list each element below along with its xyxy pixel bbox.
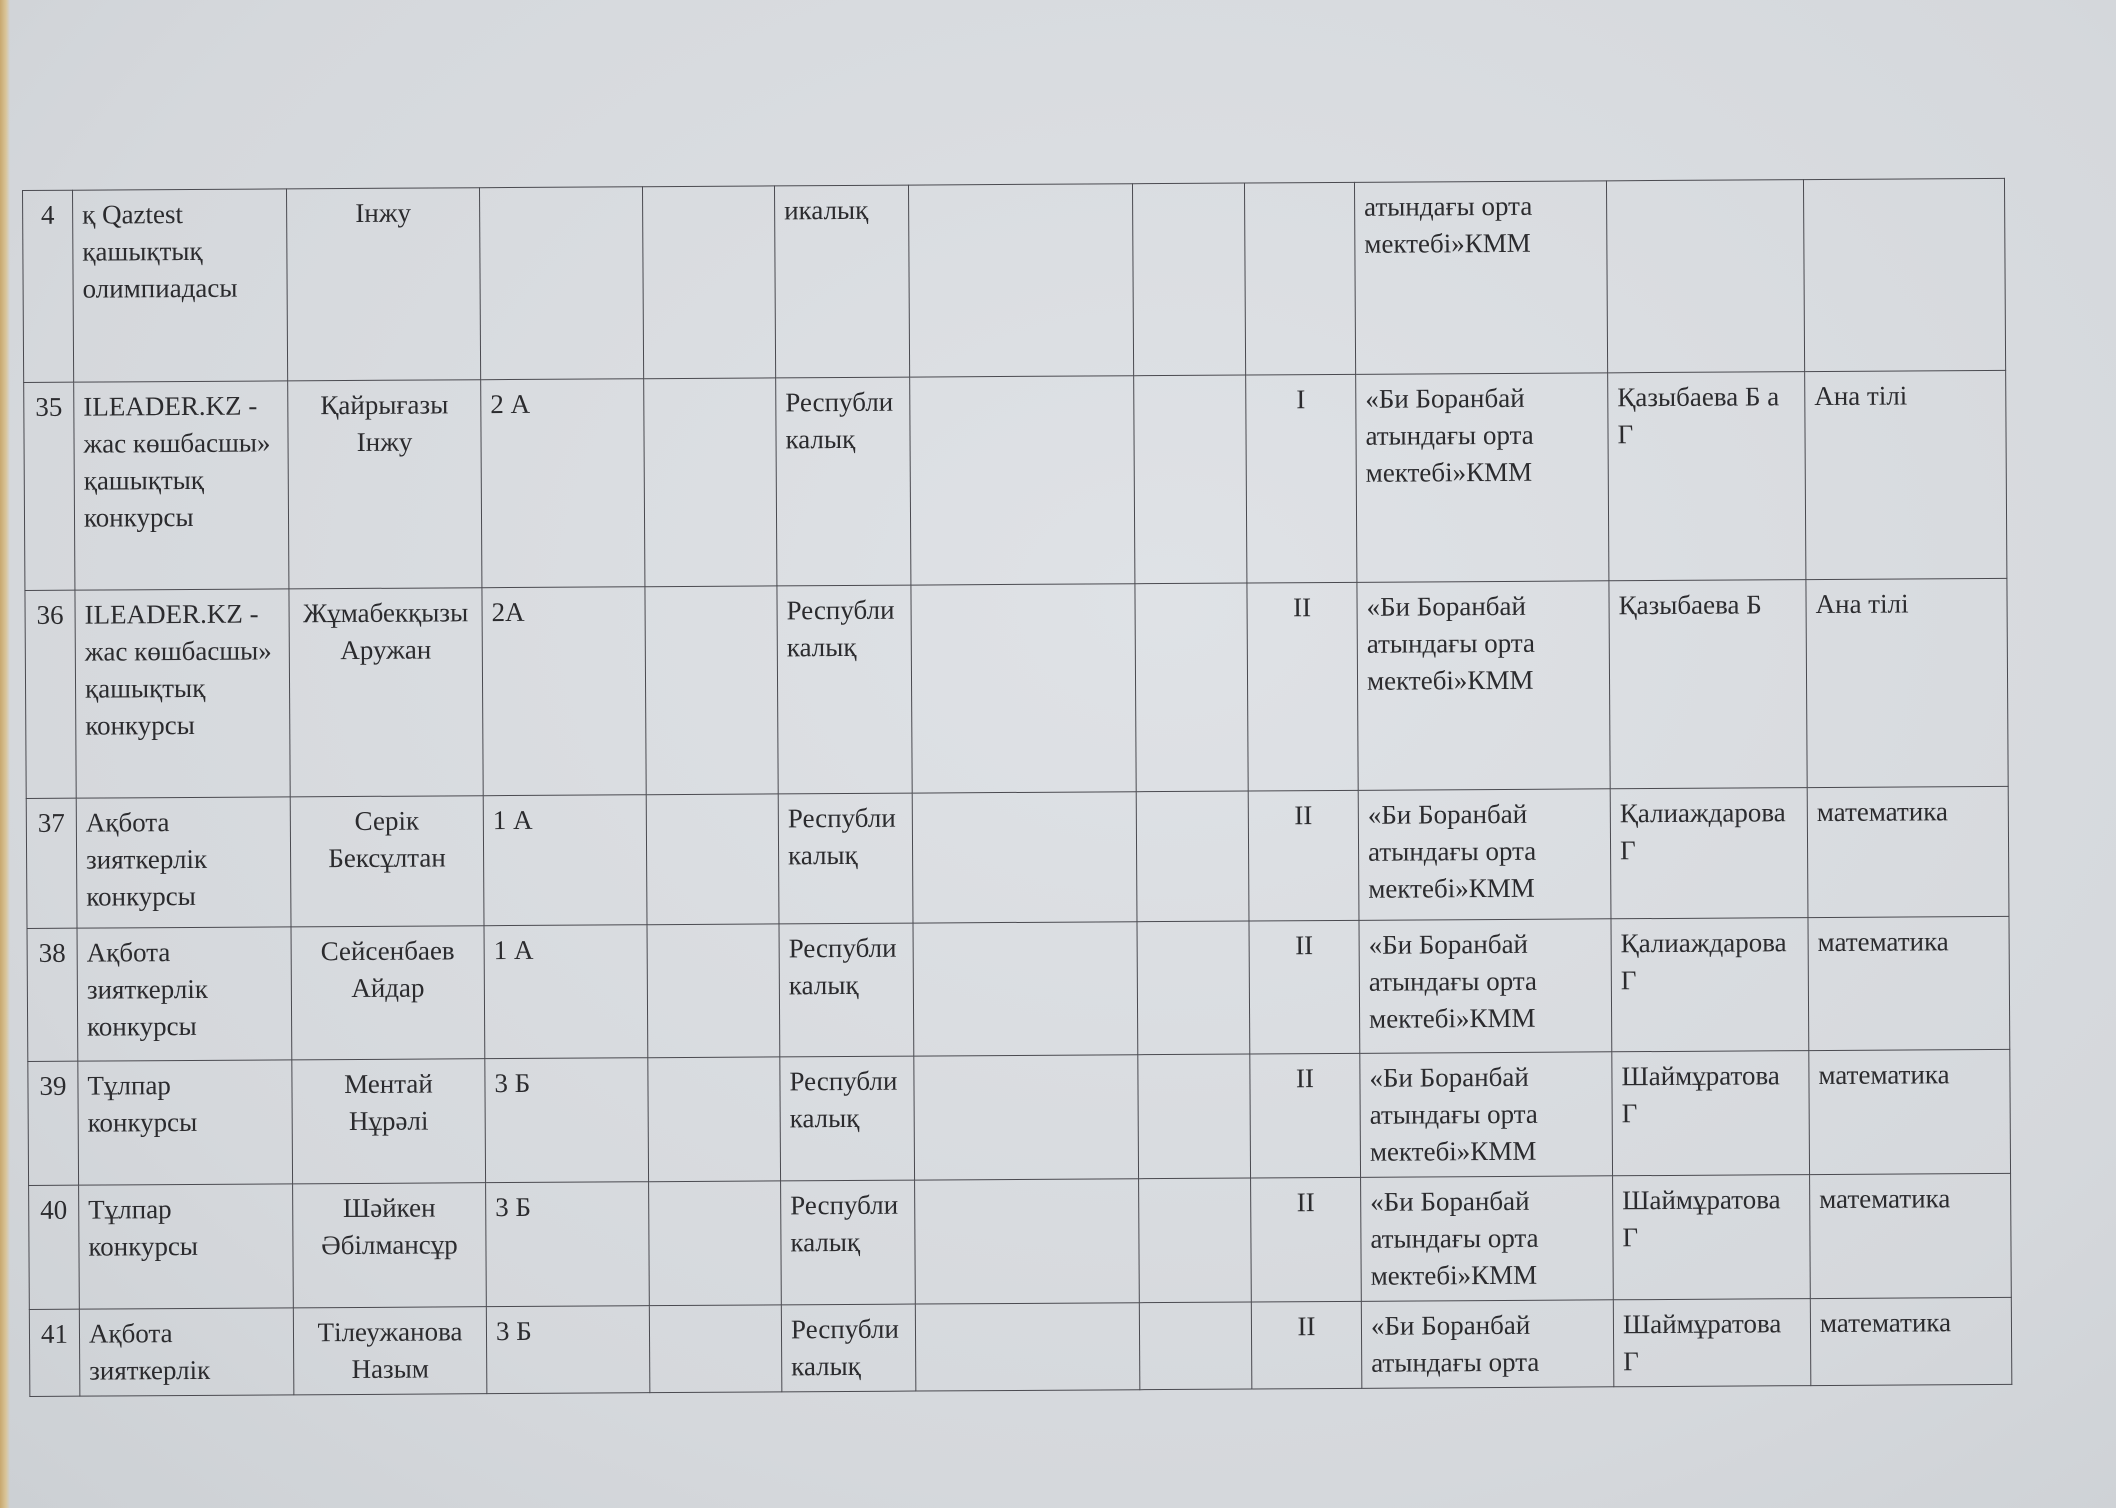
cell-school-name: атындағы орта мектебі»КММ [1354,181,1607,375]
table-row [23,178,2006,382]
cell-level: Республикалық [776,377,911,586]
cell-blank-cell [642,186,775,379]
cell-row-number: 37 [26,798,77,928]
cell-level: Республикалық [780,1056,915,1181]
cell-blank-cell [910,376,1135,585]
cell-blank-cell [647,924,780,1058]
cell-grade: 3 Б [486,1306,650,1394]
cell-contest-name: Тұлпар конкурсы [78,1060,293,1185]
cell-place: I [1246,374,1357,583]
cell-blank-cell [1136,791,1249,922]
cell-row-number: 35 [24,382,75,590]
cell-blank-cell [646,794,779,925]
cell-teacher-name: Қазыбаева Б а Г [1608,372,1806,581]
cell-level: Республикалық [781,1304,916,1392]
cell-subject: математика [1810,1297,2012,1385]
cell-blank-cell [914,1055,1139,1180]
cell-teacher-name [1606,180,1804,373]
cell-blank-cell [1135,583,1248,792]
cell-blank-cell [911,584,1136,793]
cell-student-name: Қайрығазы Інжу [288,380,482,589]
table-row [26,786,2009,928]
cell-grade: 2 А [481,379,645,588]
cell-row-number: 41 [29,1309,80,1396]
cell-student-name: Інжу [286,188,480,381]
cell-student-name: Серік Бексұлтан [290,796,484,927]
cell-subject: математика [1810,1173,2012,1298]
cell-place: II [1251,1177,1362,1302]
table-row [29,1173,2012,1309]
cell-school-name: «Би Боранбай атындағы орта мектебі»КММ [1357,581,1610,791]
cell-subject [1803,178,2005,371]
cell-subject: Ана тілі [1805,370,2007,579]
cell-grade: 2А [482,587,646,796]
cell-blank-cell [915,1303,1140,1391]
cell-blank-cell [908,184,1133,377]
cell-place [1244,182,1355,375]
cell-subject: Ана тілі [1806,578,2008,787]
cell-blank-cell [649,1305,782,1393]
cell-contest-name: Ақбота зияткерлік конкурсы [77,927,292,1061]
cell-subject: математика [1807,786,2009,917]
cell-school-name: «Би Боранбай атындағы орта [1361,1300,1614,1389]
table-row [27,916,2010,1061]
cell-student-name: Ментай Нұрәлі [292,1059,486,1184]
cell-level: икалық [774,185,909,378]
cell-blank-cell [645,586,778,795]
cell-student-name: Тілеужанова Назым [293,1307,487,1395]
awards-table-body [23,178,2012,1396]
cell-row-number: 39 [28,1061,79,1185]
cell-place: II [1251,1301,1362,1389]
table-row [28,1049,2011,1185]
cell-level: Республикалық [778,793,913,924]
cell-teacher-name: Шаймұратова Г [1612,1051,1810,1176]
cell-blank-cell [1139,1302,1252,1390]
cell-teacher-name: Шаймұратова Г [1613,1175,1811,1300]
cell-place: II [1249,920,1360,1054]
cell-blank-cell [915,1179,1140,1304]
cell-school-name: «Би Боранбай атындағы орта мектебі»КММ [1356,373,1609,583]
cell-teacher-name: Қазыбаева Б [1609,580,1807,789]
cell-teacher-name: Қалиаждарова Г [1610,788,1808,919]
cell-blank-cell [913,922,1138,1056]
cell-blank-cell [912,792,1137,923]
cell-contest-name: Ақбота зияткерлік конкурсы [76,797,291,928]
cell-row-number: 36 [25,590,76,798]
cell-blank-cell [1132,183,1245,376]
cell-student-name: Сейсенбаев Айдар [291,926,485,1060]
cell-student-name: Шәйкен Әбілмансұр [293,1183,487,1308]
cell-place: II [1248,790,1359,921]
cell-contest-name: ILEADER.KZ - жас көшбасшы» қашықтық конкурсы [74,381,289,590]
cell-grade [479,187,643,380]
cell-blank-cell [1138,1054,1251,1179]
cell-contest-name: қ Qaztest қашықтық олимпиадасы [73,189,288,382]
cell-school-name: «Би Боранбай атындағы орта мектебі»КММ [1361,1176,1614,1302]
cell-teacher-name: Шаймұратова Г [1613,1299,1811,1387]
cell-row-number: 38 [27,928,78,1061]
cell-row-number: 4 [23,190,74,382]
cell-place: II [1247,582,1358,791]
cell-contest-name: ILEADER.KZ - жас көшбасшы» қашықтық конкурсы [75,589,290,798]
cell-blank-cell [648,1057,781,1182]
cell-subject: математика [1809,1049,2011,1174]
cell-blank-cell [1137,921,1250,1055]
awards-table [22,178,2012,1397]
table-edge [0,0,10,1508]
cell-level: Республикалық [781,1180,916,1305]
cell-contest-name: Тұлпар конкурсы [79,1184,294,1309]
awards-table-wrapper [22,178,2011,1386]
cell-blank-cell [649,1181,782,1306]
cell-row-number: 40 [29,1185,80,1309]
cell-school-name: «Би Боранбай атындағы орта мектебі»КММ [1360,1052,1613,1178]
cell-student-name: Жұмабекқызы Аружан [289,588,483,797]
cell-teacher-name: Қалиаждарова Г [1611,918,1809,1052]
table-row [24,370,2007,590]
table-row [29,1297,2011,1396]
cell-subject: математика [1808,916,2010,1050]
cell-level: Республикалық [779,923,914,1057]
cell-blank-cell [644,378,777,587]
cell-grade: 1 А [483,795,647,926]
cell-grade: 1 А [484,925,648,1059]
table-row [25,578,2008,798]
cell-blank-cell [1134,375,1247,584]
cell-contest-name: Ақбота зияткерлік [79,1308,294,1396]
cell-grade: 3 Б [485,1058,649,1183]
cell-place: II [1250,1053,1361,1178]
cell-blank-cell [1139,1178,1252,1303]
cell-school-name: «Би Боранбай атындағы орта мектебі»КММ [1359,919,1612,1054]
cell-level: Республикалық [777,585,912,794]
cell-grade: 3 Б [486,1182,650,1307]
cell-school-name: «Би Боранбай атындағы орта мектебі»КММ [1358,789,1611,921]
